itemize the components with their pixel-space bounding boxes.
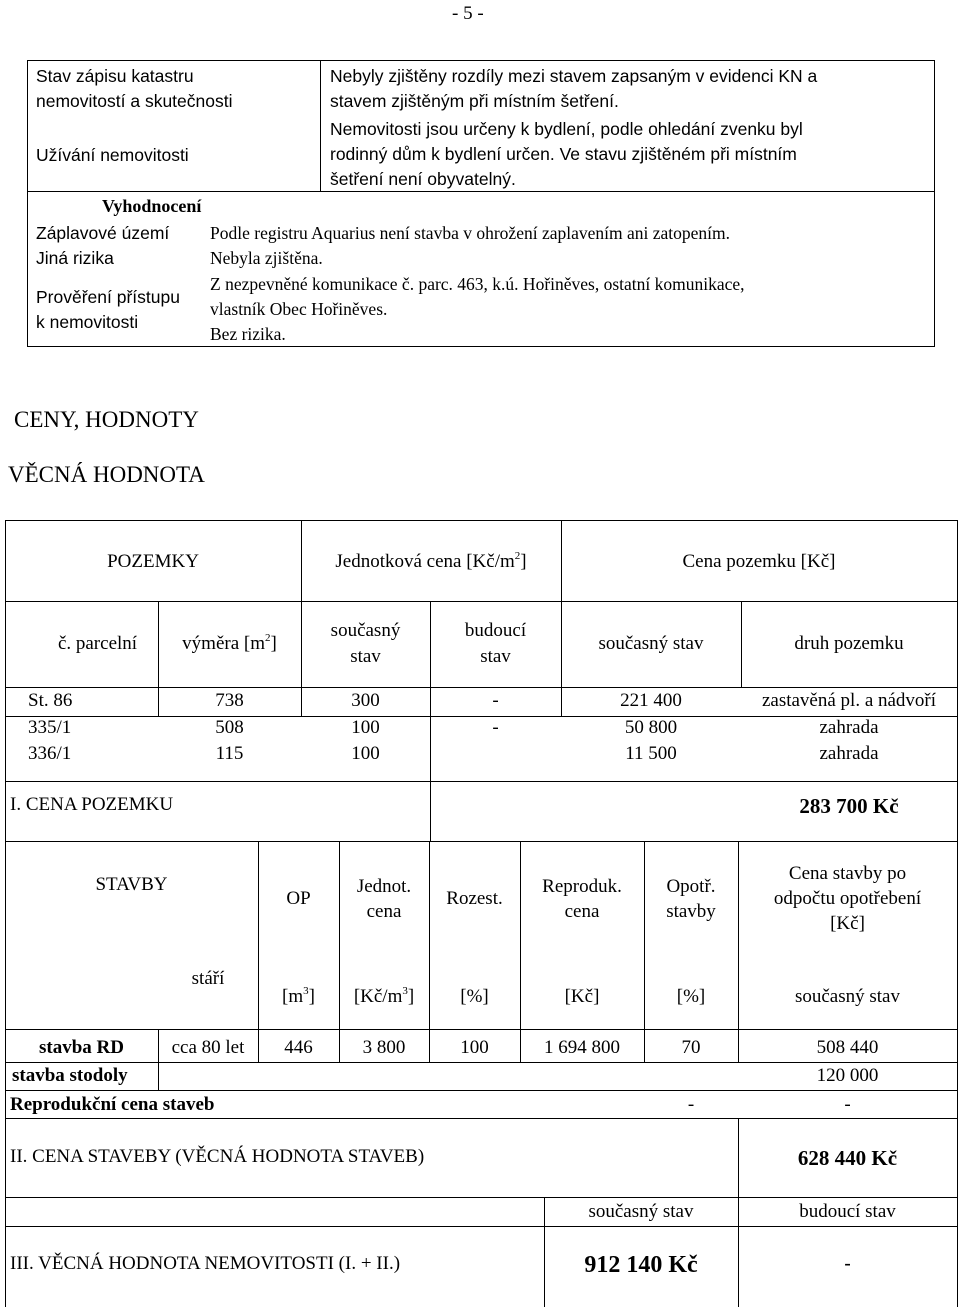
reprod-total-value-1: - xyxy=(687,1094,695,1115)
unit-current: současný stav xyxy=(794,986,900,1007)
uzivani-label: Užívání nemovitosti xyxy=(36,145,189,165)
area-cell: 508 xyxy=(215,717,244,738)
uzivani-value-3: šetření není obyvatelný. xyxy=(330,169,516,189)
stav-label-2: nemovitostí a skutečnosti xyxy=(36,91,233,111)
area-cell: 738 xyxy=(215,690,244,711)
building-name-cell: stavba stodoly xyxy=(12,1065,128,1086)
type-cell: zahrada xyxy=(819,717,879,738)
type-cell: zahrada xyxy=(819,743,879,764)
unit-pct-2: [%] xyxy=(676,986,706,1007)
building-name-cell: stavba RD xyxy=(39,1037,124,1058)
current-cell: 300 xyxy=(351,690,380,711)
price-cell: 50 800 xyxy=(624,717,678,738)
current-col-header-2: stav xyxy=(350,646,381,667)
area-cell: 115 xyxy=(215,743,244,764)
stav-label: Stav zápisu katastru xyxy=(36,66,194,86)
price-cell: 120 000 xyxy=(816,1065,879,1086)
pristup-label-2: k nemovitosti xyxy=(36,312,139,332)
zaplavove-value: Podle registru Aquarius není stavba v ohrožení zaplavením ani zatopením. xyxy=(210,223,730,243)
summary-future-header: budoucí stav xyxy=(799,1201,896,1222)
reprod-cell: 1 694 800 xyxy=(544,1037,620,1058)
future-cell: - xyxy=(492,690,499,711)
current-col-header: současný xyxy=(330,620,401,641)
pristup-value-3: Bez rizika. xyxy=(210,324,286,344)
reprod-total-value-2: - xyxy=(844,1094,851,1115)
opotr-cell: 70 xyxy=(681,1037,701,1058)
unit-pct: [%] xyxy=(460,986,489,1007)
price-col-header-2: odpočtu opotřebení xyxy=(773,888,922,909)
summary-current-header: současný stav xyxy=(588,1201,694,1222)
stavby-title: STAVBY xyxy=(95,874,168,895)
pozemky-title: POZEMKY xyxy=(107,551,199,572)
building-total-label: II. CENA STAVEBY (VĚCNÁ HODNOTA STAVEB) xyxy=(10,1146,425,1167)
vecna-heading: VĚCNÁ HODNOTA xyxy=(8,462,205,487)
stav-value: Nebyly zjištěny rozdíly mezi stavem zapsaným v evidenci KN a xyxy=(330,66,818,86)
parcel-cell: 336/1 xyxy=(28,743,72,764)
building-total-value: 628 440 Kč xyxy=(797,1146,898,1170)
future-col-header-2: stav xyxy=(480,646,511,667)
jina-rizika-value: Nebyla zjištěna. xyxy=(210,248,323,268)
current-cell: 100 xyxy=(351,743,380,764)
reprod-total-label: Reprodukční cena staveb xyxy=(10,1094,215,1115)
type-col-header: druh pozemku xyxy=(794,633,904,654)
summary-current-value: 912 140 Kč xyxy=(584,1252,698,1278)
current-cell: 100 xyxy=(351,717,380,738)
summary-label: III. VĚCNÁ HODNOTA NEMOVITOSTI (I. + II.) xyxy=(10,1253,401,1274)
reprod-col-header-2: cena xyxy=(564,901,600,922)
unit-price-cell: 3 800 xyxy=(362,1037,406,1058)
unit-price-header: Jednotková cena $[Kč/m^2]$ xyxy=(335,550,527,572)
jina-rizika-label: Jiná rizika xyxy=(36,248,114,268)
summary-future-value: - xyxy=(844,1253,851,1274)
uzivani-value: Nemovitosti jsou určeny k bydlení, podle ohledání zvenku byl xyxy=(330,119,803,139)
future-col-header: budoucí xyxy=(464,620,527,641)
stav-value-2: stavem zjištěným při místním šetření. xyxy=(330,91,619,111)
future-cell: - xyxy=(492,717,499,738)
price-col-header-3: [Kč] xyxy=(830,913,865,934)
pristup-value: Z nezpevněné komunikace č. parc. 463, k.ú. Hořiněves, ostatní komunikace, xyxy=(210,274,745,294)
price-col-header: Cena stavby po xyxy=(788,863,907,884)
parcel-cell: 335/1 xyxy=(28,717,72,738)
unit-cena: $[Kč/m^3]$ xyxy=(353,985,415,1007)
opotr-col-header-2: stavby xyxy=(666,901,716,922)
uzivani-value-2: rodinný dům k bydlení určen. Ve stavu zjištěném při místním xyxy=(330,144,797,164)
zaplavove-label: Záplavové území xyxy=(36,223,170,243)
age-col-header: stáří xyxy=(191,968,225,989)
op-cell: 446 xyxy=(284,1037,313,1058)
age-cell: cca 80 let xyxy=(171,1037,245,1058)
price-cell: 11 500 xyxy=(625,743,677,764)
area-col-header: výměra $[m^2]$ xyxy=(182,632,277,654)
price-cell: 221 400 xyxy=(620,690,682,711)
op-col-header: OP xyxy=(286,888,311,909)
opotr-col-header: Opotř. xyxy=(666,876,716,897)
unit-price-col-header-2: cena xyxy=(366,901,402,922)
rozest-cell: 100 xyxy=(460,1037,489,1058)
unit-price-col-header: Jednot. xyxy=(356,876,412,897)
pristup-value-2: vlastník Obec Hořiněves. xyxy=(210,299,388,319)
reprod-col-header: Reproduk. xyxy=(542,876,622,897)
rozest-col-header: Rozest. xyxy=(446,888,503,909)
parcel-cell: St. 86 xyxy=(28,690,73,711)
vyhodnoceni-heading: Vyhodnocení xyxy=(102,196,202,216)
unit-kc: [Kč] xyxy=(564,986,600,1007)
type-cell: zastavěná pl. a nádvoří xyxy=(761,690,937,711)
pristup-label: Prověření přístupu xyxy=(36,287,180,307)
page-number: - 5 - xyxy=(452,3,484,24)
land-price-header: Cena pozemku [Kč] xyxy=(682,551,836,572)
price-current-col-header: současný stav xyxy=(598,633,704,654)
price-cell: 508 440 xyxy=(816,1037,879,1058)
unit-op: $[m^3]$ xyxy=(282,985,315,1007)
parcel-col-header: č. parcelní xyxy=(57,633,138,654)
land-total-label: I. CENA POZEMKU xyxy=(10,794,174,815)
land-total-value: 283 700 Kč xyxy=(799,794,899,818)
ceny-heading: CENY, HODNOTY xyxy=(14,407,199,432)
